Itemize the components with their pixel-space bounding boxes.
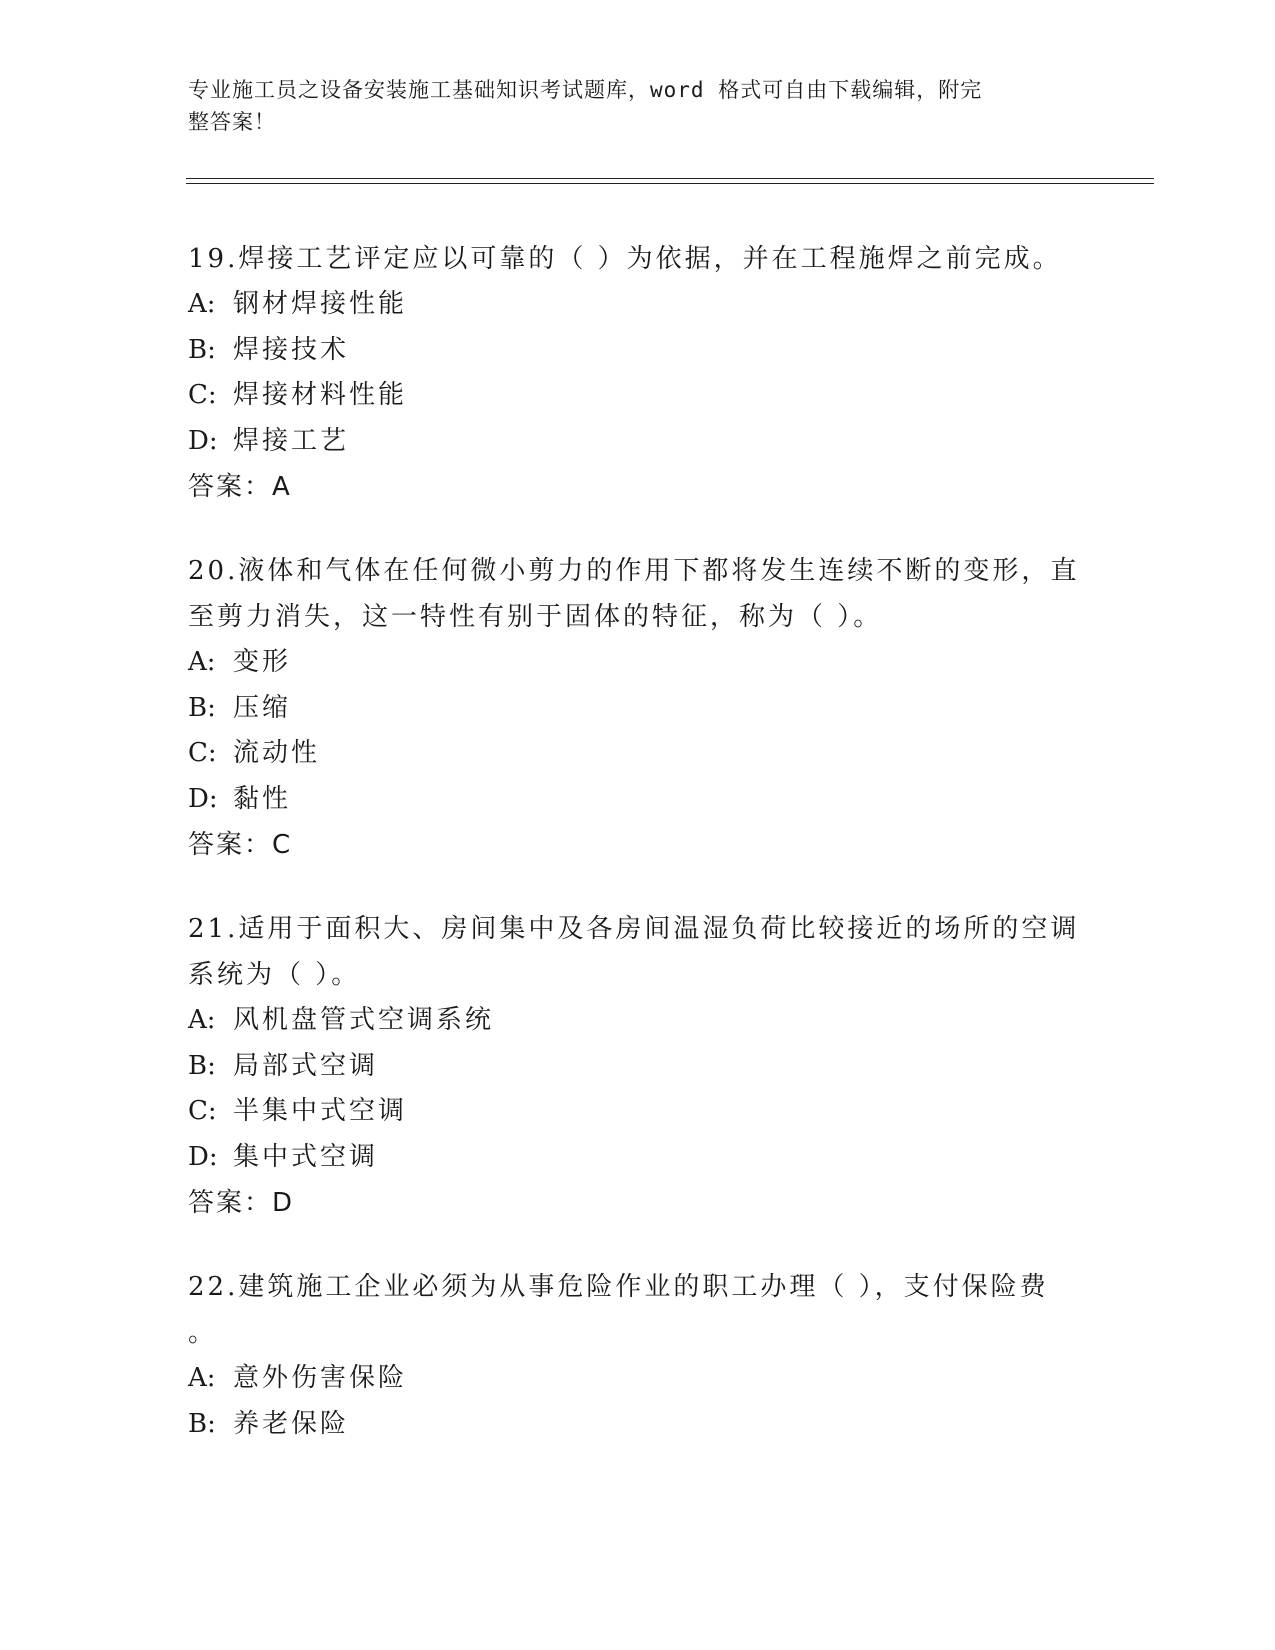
option-text: 流动性 <box>233 738 321 768</box>
question-stem: 系统为（ ）。 <box>188 960 361 990</box>
question-item <box>188 906 1088 1226</box>
option-key: C: <box>188 380 217 410</box>
question-stem: 。 <box>188 1318 218 1348</box>
option-b <box>188 1402 1088 1448</box>
option-text: 意外伤害保险 <box>233 1363 408 1393</box>
option-a <box>188 282 1088 328</box>
option-text: 压缩 <box>233 692 292 723</box>
answer-line: 答案：A <box>188 472 292 502</box>
option-text: 养老保险 <box>233 1408 350 1439</box>
question-item <box>188 1264 1088 1447</box>
header-line: 专业施工员之设备安装施工基础知识考试题库，word 格式可自由下载编辑，附完 <box>188 78 983 102</box>
question-stem: 19.焊接工艺评定应以可靠的（ ）为依据，并在工程施焊之前完成。 <box>188 244 1062 274</box>
option-text: 集中式空调 <box>233 1141 379 1172</box>
question-stem: 21.适用于面积大、房间集中及各房间温湿负荷比较接近的场所的空调 <box>188 914 1080 944</box>
option-text: 钢材焊接性能 <box>233 289 408 319</box>
option-text: 变形 <box>233 647 292 677</box>
answer-line: 答案：C <box>188 830 293 860</box>
option-text: 风机盘管式空调系统 <box>233 1005 495 1035</box>
option-a <box>188 998 1088 1044</box>
answer-line: 答案：D <box>188 1188 295 1218</box>
header-divider <box>186 183 1154 184</box>
question-list <box>188 236 1088 1485</box>
option-text: 局部式空调 <box>233 1050 379 1081</box>
option-d <box>188 1135 1088 1181</box>
option-key: A: <box>188 289 216 319</box>
option-key: A: <box>188 647 216 677</box>
question-item <box>188 548 1088 868</box>
option-a <box>188 640 1088 686</box>
option-text: 焊接工艺 <box>233 425 350 456</box>
header-line: 整答案！ <box>188 110 276 134</box>
option-key: D: <box>188 1141 218 1172</box>
option-c <box>188 373 1088 419</box>
option-key: C: <box>188 1096 217 1126</box>
option-b <box>188 686 1088 732</box>
option-key: B: <box>188 1408 216 1439</box>
option-b <box>188 1044 1088 1090</box>
header-divider <box>186 178 1154 179</box>
option-key: A: <box>188 1363 216 1393</box>
option-c <box>188 731 1088 777</box>
option-key: A: <box>188 1005 216 1035</box>
option-text: 焊接技术 <box>233 334 350 365</box>
option-c <box>188 1089 1088 1135</box>
document-header <box>188 74 1068 138</box>
option-text: 黏性 <box>233 783 292 814</box>
question-stem: 22.建筑施工企业必须为从事危险作业的职工办理（ ），支付保险费 <box>188 1272 1049 1302</box>
option-key: B: <box>188 334 216 365</box>
question-stem: 至剪力消失，这一特性有别于固体的特征，称为（ ）。 <box>188 602 883 632</box>
option-key: D: <box>188 783 218 814</box>
option-d <box>188 419 1088 465</box>
option-key: D: <box>188 425 218 456</box>
option-key: C: <box>188 738 217 768</box>
option-text: 焊接材料性能 <box>233 380 408 410</box>
option-text: 半集中式空调 <box>233 1096 408 1126</box>
question-stem: 20.液体和气体在任何微小剪力的作用下都将发生连续不断的变形，直 <box>188 556 1080 586</box>
option-key: B: <box>188 692 216 723</box>
option-d <box>188 777 1088 823</box>
option-key: B: <box>188 1050 216 1081</box>
option-b <box>188 328 1088 374</box>
option-a <box>188 1356 1088 1402</box>
question-item <box>188 236 1088 510</box>
